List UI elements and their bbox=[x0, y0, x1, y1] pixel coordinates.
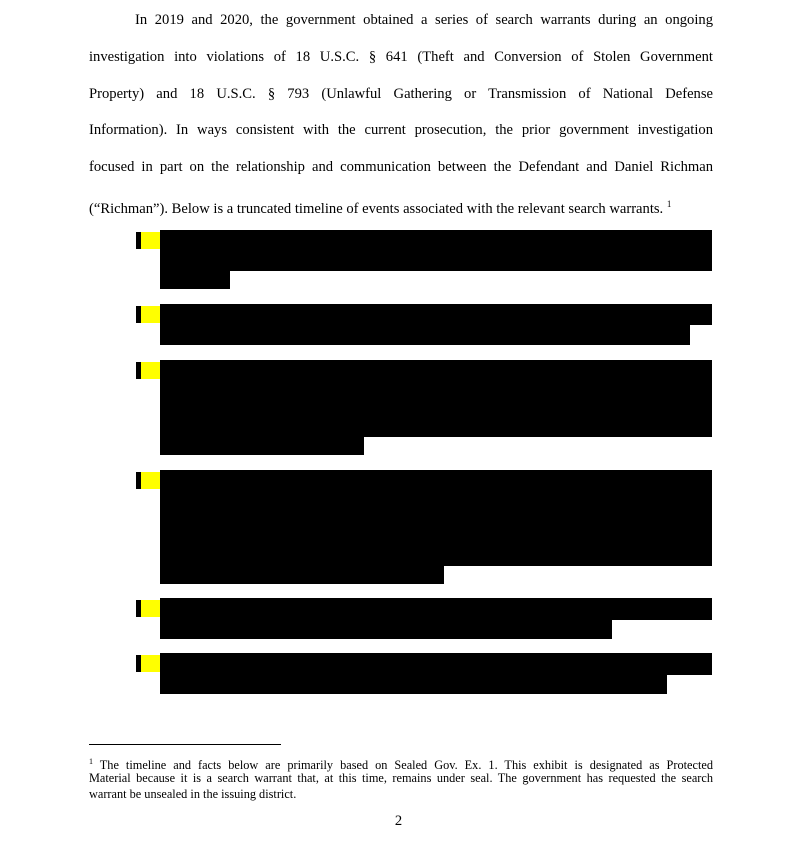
redaction-block bbox=[160, 437, 364, 455]
footnote-divider bbox=[89, 744, 281, 745]
footnote-reference: 1 bbox=[666, 199, 672, 209]
paragraph-line-5: focused in part on the relationship and communication between the Defendant and Daniel Richman bbox=[89, 159, 713, 175]
paragraph-line-4: Information). In ways consistent with the current prosecution, the prior government investigation bbox=[89, 122, 713, 138]
highlight-marker bbox=[141, 306, 160, 323]
footnote-line-1: $^1$ The timeline and facts below are primarily based on Sealed Gov. Ex. 1. This exhibit is designated as Protected bbox=[89, 757, 713, 772]
highlight-marker bbox=[141, 600, 160, 617]
paragraph-line-6: (“Richman”). Below is a truncated timeline of events associated with the relevant search warrants. $^1$ bbox=[89, 199, 672, 217]
highlight-marker bbox=[141, 655, 160, 672]
paragraph-line-2: investigation into violations of 18 U.S.C. § 641 (Theft and Conversion of Stolen Government bbox=[89, 49, 713, 65]
paragraph-line-3: Property) and 18 U.S.C. § 793 (Unlawful Gathering or Transmission of National Defense bbox=[89, 86, 713, 102]
highlight-marker bbox=[141, 472, 160, 489]
redaction-block bbox=[160, 325, 690, 345]
redaction-block bbox=[160, 360, 712, 437]
page-number: 2 bbox=[394, 813, 403, 829]
redaction-block bbox=[160, 470, 712, 566]
redaction-block bbox=[160, 653, 712, 675]
redaction-block bbox=[160, 598, 712, 620]
redaction-block bbox=[160, 620, 612, 639]
footnote-line-3: warrant be unsealed in the issuing district. bbox=[89, 787, 297, 801]
highlight-marker bbox=[141, 232, 160, 249]
redaction-block bbox=[160, 304, 712, 325]
footnote-line-2: Material because it is a search warrant that, at this time, remains under seal. The government has requested the search bbox=[89, 771, 713, 785]
paragraph-line-1: In 2019 and 2020, the government obtained a series of search warrants during an ongoing bbox=[135, 12, 713, 28]
footnote-marker: 1 bbox=[89, 757, 93, 766]
redaction-block bbox=[160, 230, 712, 271]
redaction-block bbox=[160, 675, 667, 694]
redaction-block bbox=[160, 566, 444, 584]
highlight-marker bbox=[141, 362, 160, 379]
redaction-block bbox=[160, 271, 230, 289]
